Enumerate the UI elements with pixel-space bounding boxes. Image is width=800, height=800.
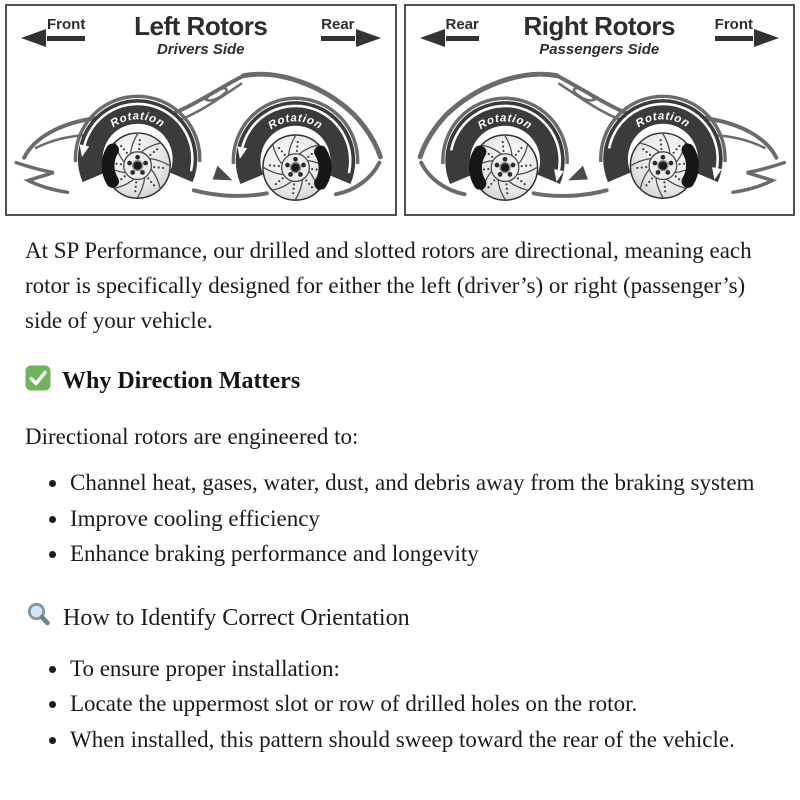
right-arrow-icon bbox=[356, 29, 381, 47]
left-car-rotor-sketch bbox=[7, 63, 395, 213]
rotor-direction-diagram bbox=[0, 0, 800, 216]
panel-subtitle: Passengers Side bbox=[539, 41, 660, 59]
bullet-item: • Channel heat, gases, water, dust, and debris away from the braking system bbox=[69, 465, 769, 501]
lead-paragraph: Directional rotors are engineered to: bbox=[25, 424, 359, 449]
right-arrow-icon bbox=[754, 29, 779, 47]
left-arrow-icon bbox=[420, 29, 445, 47]
right-car-rotor-sketch bbox=[406, 63, 794, 213]
direction-label-text: Rear bbox=[446, 16, 479, 41]
direction-label-text: Rear bbox=[321, 16, 354, 41]
panel-header bbox=[7, 6, 395, 58]
heading-text: Why Direction Matters bbox=[62, 368, 301, 394]
intro-paragraph: At SP Performance, our drilled and slotted rotors are directional, meaning each rotor is specifically designed for either the left (driver’s) or right (passenger’s) side of your vehicle. bbox=[25, 238, 752, 333]
magnifier-icon bbox=[25, 601, 53, 636]
bullet-item: • To ensure proper installation: bbox=[69, 651, 769, 687]
rear-direction-label bbox=[321, 16, 354, 41]
article bbox=[0, 233, 800, 757]
why-direction-matters-heading bbox=[25, 365, 775, 398]
panel-header bbox=[406, 6, 794, 58]
left-arrow-icon bbox=[21, 29, 46, 47]
identify-orientation-heading bbox=[25, 601, 775, 636]
svg-text:Rotation: Rotation bbox=[266, 112, 325, 133]
install-steps-list bbox=[25, 651, 769, 758]
direction-label-text: Front bbox=[715, 16, 753, 41]
bullet-item: • When installed, this pattern should sweep toward the rear of the vehicle. bbox=[69, 722, 769, 758]
right-rotors-panel bbox=[404, 4, 796, 216]
bullet-item: • Enhance braking performance and longevity bbox=[69, 536, 769, 572]
panel-title: Left Rotors bbox=[134, 11, 268, 41]
check-icon bbox=[25, 365, 51, 398]
rear-direction-label bbox=[446, 16, 479, 41]
bullet-item: • Locate the uppermost slot or row of drilled holes on the rotor. bbox=[69, 686, 769, 722]
left-rotors-panel bbox=[5, 4, 397, 216]
panel-subtitle: Drivers Side bbox=[156, 41, 245, 59]
benefits-list bbox=[25, 465, 769, 572]
front-direction-label bbox=[715, 16, 753, 41]
direction-label-text: Front bbox=[47, 16, 85, 41]
bullet-item: • Improve cooling efficiency bbox=[69, 501, 769, 537]
svg-text:Rotation: Rotation bbox=[475, 112, 534, 133]
heading-text: How to Identify Correct Orientation bbox=[63, 604, 410, 631]
panel-title: Right Rotors bbox=[523, 11, 675, 41]
svg-text:Rotation: Rotation bbox=[633, 110, 692, 131]
front-direction-label bbox=[47, 16, 85, 41]
svg-text:Rotation: Rotation bbox=[108, 110, 167, 131]
